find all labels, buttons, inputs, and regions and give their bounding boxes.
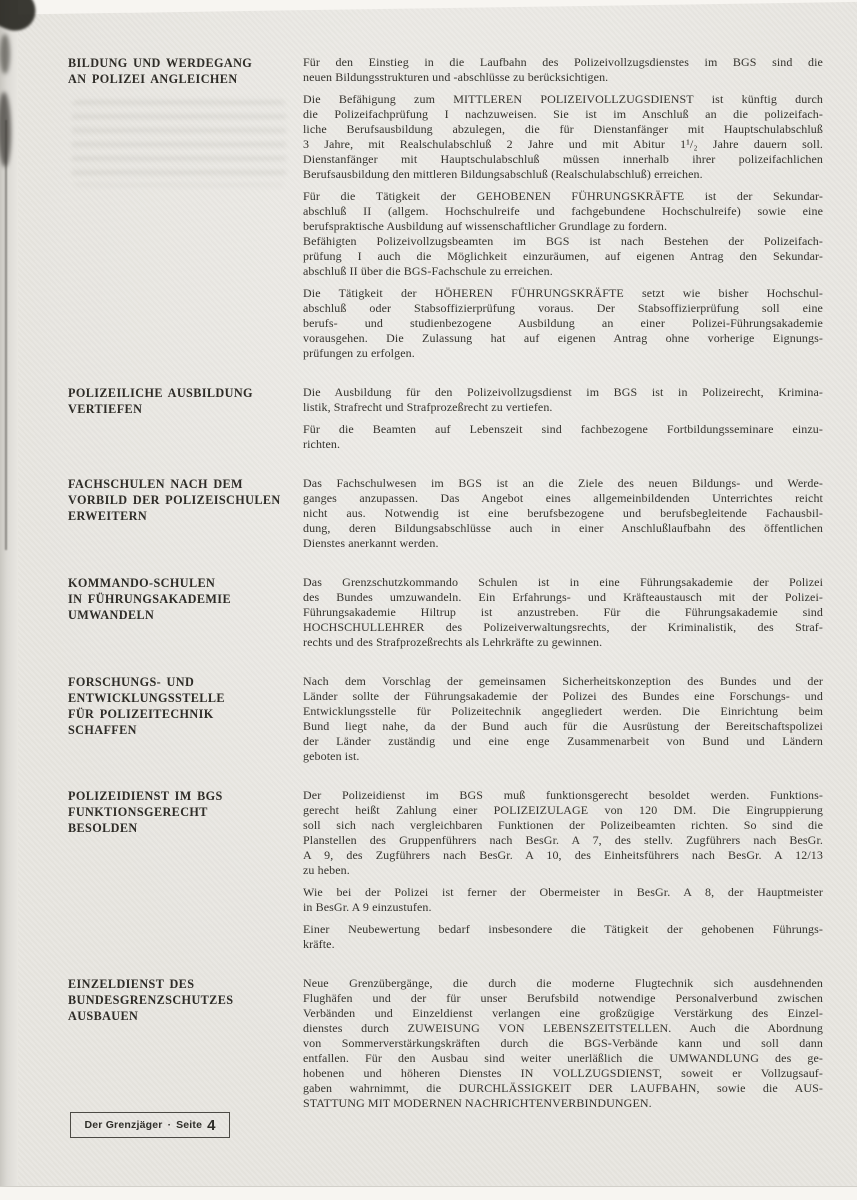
scan-bottom-edge: [0, 1186, 857, 1200]
paragraph: [303, 575, 823, 650]
document-section: [68, 476, 823, 551]
section-body: [303, 674, 823, 764]
paragraph: [303, 286, 823, 361]
section-heading-line: BILDUNG UND WERDEGANG: [68, 56, 253, 70]
text-line: ganges anzupassen. Das Angebot eines allgemeinbildenden Unterrichtes reicht: [303, 491, 823, 505]
text-line: listik, Strafrecht und Strafprozeßrecht zu vertiefen.: [303, 400, 553, 414]
section-heading-line: POLIZEIDIENST IM BGS: [68, 789, 223, 803]
text-line: berufspraktische Ausbildung auf wissenschaftlicher Grundlage zu fordern.: [303, 219, 668, 233]
scan-left-edge: [0, 0, 18, 1187]
section-heading-line: EINZELDIENST DES: [68, 977, 195, 991]
section-body: [303, 55, 823, 361]
text-line: Länder sollte der Führungsakademie der Polizei des Bundes eine Forschungs- und: [303, 689, 823, 703]
paragraph: [303, 55, 823, 85]
text-line: der Länder zuständig und eine enge Zusammenarbeit von Bund und Ländern: [303, 734, 823, 748]
section-body: [303, 476, 823, 551]
text-line: Nach dem Vorschlag der gemeinsamen Sicherheitskonzeption des Bundes und der: [303, 674, 823, 688]
text-line: Der Polizeidienst im BGS muß funktionsgerecht besoldet werden. Funktions-: [303, 788, 823, 802]
section-heading-line: POLIZEILICHE AUSBILDUNG: [68, 386, 253, 400]
section-heading-line: FUNKTIONSGERECHT: [68, 805, 208, 819]
text-line: die Polizeifachprüfung I nachzuweisen. Sie ist im Anschluß an die polizeifach-: [303, 107, 823, 121]
section-heading-line: FACHSCHULEN NACH DEM: [68, 477, 243, 491]
text-line: abschluß II (allgem. Hochschulreife und fachgebundene Hochschulreife) sowie eine: [303, 204, 823, 218]
sections: [68, 55, 823, 1135]
text-line: Dienstes anerkannt werden.: [303, 536, 439, 550]
page-label: Seite: [176, 1119, 203, 1131]
section-heading-line: AUSBAUEN: [68, 1009, 139, 1023]
page-footer: [70, 1112, 230, 1138]
text-line: 3 Jahre, mit Realschulabschluß 2 Jahre und mit Abitur 1¹/₂ Jahre dauern soll.: [303, 137, 823, 151]
document-section: [68, 55, 823, 361]
section-heading-line: FÜR POLIZEITECHNIK: [68, 707, 214, 721]
text-line: rechts und des Strafprozeßrechts als Lehrkräfte zu gewinnen.: [303, 635, 603, 649]
paragraph: [303, 385, 823, 415]
document-section: [68, 788, 823, 952]
scan-top-edge: [0, 0, 857, 16]
text-line: Neue Grenzübergänge, die durch die moderne Flugtechnik sich ausdehnenden: [303, 976, 823, 990]
section-heading: [68, 55, 303, 361]
text-line: hobenen und höheren Dienstes IN VOLLZUGSDIENST, soweit er Vollzugsauf-: [303, 1066, 823, 1080]
text-line: Das Fachschulwesen im BGS ist an die Ziele des neuen Bildungs- und Werde-: [303, 476, 823, 490]
text-line: Für die Tätigkeit der GEHOBENEN FÜHRUNGSKRÄFTE ist der Sekundar-: [303, 189, 823, 203]
paragraph: [303, 976, 823, 1111]
page-number: 4: [207, 1116, 216, 1134]
text-line: Entwicklungsstelle für Polizeitechnik angegliedert werden. Die Einrichtung beim: [303, 704, 823, 718]
footer-separator: ·: [167, 1119, 172, 1131]
paragraph: [303, 885, 823, 915]
text-line: Dienstanfänger mit Hauptschulabschluß müssen innerhalb ihrer polizeifachlichen: [303, 152, 823, 166]
text-line: richten.: [303, 437, 341, 451]
section-body: [303, 385, 823, 452]
section-heading-line: AN POLIZEI ANGLEICHEN: [68, 72, 238, 86]
paragraph: [303, 788, 823, 878]
text-line: entfallen. Für den Ausbau sind weiter unerläßlich die UMWANDLUNG des ge-: [303, 1051, 823, 1065]
text-line: vorausgehen. Die Zulassung hat auf eigenen Antrag ohne vorherige Eignungs-: [303, 331, 823, 345]
paragraph: [303, 422, 823, 452]
text-line: Berufsausbildung den mittleren Bildungsabschluß (Realschulabschluß) erreichen.: [303, 167, 703, 181]
section-heading-line: VORBILD DER POLIZEISCHULEN: [68, 493, 281, 507]
section-heading-line: SCHAFFEN: [68, 723, 137, 737]
text-line: Einer Neubewertung bedarf insbesondere die Tätigkeit der gehobenen Führungs-: [303, 922, 823, 936]
section-heading: [68, 385, 303, 452]
text-line: neuen Bildungsstrukturen und -abschlüsse zu berücksichtigen.: [303, 70, 609, 84]
section-body: [303, 788, 823, 952]
text-line: prüfungen zu erfolgen.: [303, 346, 415, 360]
text-line: soll sich nach vergleichbaren Funktionen der Polizeibeamten richten. So sind die: [303, 818, 823, 832]
text-line: dienstes durch ZUWEISUNG VON LEBENSZEITSTELLEN. Auch die Abordnung: [303, 1021, 823, 1035]
document-section: [68, 385, 823, 452]
section-body: [303, 575, 823, 650]
document-section: [68, 575, 823, 650]
paragraph: [303, 476, 823, 551]
text-line: abschluß II über die BGS-Fachschule zu erreichen.: [303, 264, 553, 278]
text-line: Die Ausbildung für den Polizeivollzugsdienst im BGS ist in Polizeirecht, Krimina-: [303, 385, 823, 399]
section-body: [303, 976, 823, 1111]
paragraph: [303, 922, 823, 952]
text-line: gaben wahrnimmt, die DURCHLÄSSIGKEIT DER LAUFBAHN, sowie die AUS-: [303, 1081, 823, 1095]
text-line: Planstellen des Gruppenführers nach BesGr. A 7, des stellv. Zugführers nach BesGr.: [303, 833, 823, 847]
text-line: berufs- und studienbezogene Ausbildung an einer Polizei-Führungsakademie: [303, 316, 823, 330]
text-line: abschluß oder Stabsoffizierprüfung voraus. Der Stabsoffizierprüfung soll eine: [303, 301, 823, 315]
section-heading: [68, 575, 303, 650]
text-line: Bund liegt nahe, da der Bund auch für die Ausrüstung der Bereitschaftspolizei: [303, 719, 823, 733]
section-heading-line: VERTIEFEN: [68, 402, 143, 416]
paragraph: [303, 92, 823, 182]
text-line: von Sommerverstärkungskräften durch die BGS-Verbände kann und soll dann: [303, 1036, 823, 1050]
document-section: [68, 976, 823, 1111]
text-line: kräfte.: [303, 937, 335, 951]
paragraph: [303, 674, 823, 764]
text-line: dung, deren Bildungsabschlüsse auch in einer Anschlußlaufbahn des öffentlichen: [303, 521, 823, 535]
scan-edge-smudge: [0, 34, 10, 74]
section-heading: [68, 674, 303, 764]
paragraph: [303, 189, 823, 234]
section-heading: [68, 788, 303, 952]
text-line: Das Grenzschutzkommando Schulen ist in eine Führungsakademie der Polizei: [303, 575, 823, 589]
publication-name: Der Grenzjäger: [84, 1119, 163, 1131]
document-section: [68, 674, 823, 764]
text-line: geboten ist.: [303, 749, 360, 763]
text-line: Verbänden und Einzeldienst verlangen eine großzügige Verstärkung des Einzel-: [303, 1006, 823, 1020]
text-line: STATTUNG MIT MODERNEN NACHRICHTENVERBINDUNGEN.: [303, 1096, 652, 1110]
section-heading-line: FORSCHUNGS- UND: [68, 675, 195, 689]
text-line: nicht aus. Notwendig ist eine berufsbezogene und berufsbegleitende Fachausbil-: [303, 506, 823, 520]
text-line: Führungsakademie Hiltrup ist anzustreben. Für die Führungsakademie sind: [303, 605, 823, 619]
section-heading: [68, 476, 303, 551]
section-heading-line: KOMMANDO-SCHULEN: [68, 576, 216, 590]
section-heading-line: BESOLDEN: [68, 821, 138, 835]
paragraph: [303, 234, 823, 279]
text-line: Flughäfen und der für unser Berufsbild notwendige Personalverbund zwischen: [303, 991, 823, 1005]
section-heading-line: IN FÜHRUNGSAKADEMIE: [68, 592, 231, 606]
text-line: Für die Beamten auf Lebenszeit sind fachbezogene Fortbildungsseminare einzu-: [303, 422, 823, 436]
section-heading-line: ENTWICKLUNGSSTELLE: [68, 691, 225, 705]
text-line: prüfung I auch die Möglichkeit einzuräumen, auf eigenen Antrag den Sekundar-: [303, 249, 823, 263]
text-line: Befähigten Polizeivollzugsbeamten im BGS ist nach Bestehen der Polizeifach-: [303, 234, 823, 248]
section-heading-line: ERWEITERN: [68, 509, 148, 523]
text-line: in BesGr. A 9 einzustufen.: [303, 900, 432, 914]
text-line: liche Berufsausbildung abzulegen, die für Dienstanfänger mit Hauptschulabschluß: [303, 122, 823, 136]
text-line: zu heben.: [303, 863, 350, 877]
section-heading-line: UMWANDELN: [68, 608, 155, 622]
text-line: Wie bei der Polizei ist ferner der Obermeister in BesGr. A 8, der Hauptmeister: [303, 885, 823, 899]
section-heading: [68, 976, 303, 1111]
text-line: A 9, des Zugführers nach BesGr. A 10, des Einheitsführers nach BesGr. A 12/13: [303, 848, 823, 862]
text-line: Die Befähigung zum MITTLEREN POLIZEIVOLLZUGSDIENST ist künftig durch: [303, 92, 823, 106]
text-line: gerecht heißt Zahlung einer POLIZEIZULAGE von 120 DM. Die Eingruppierung: [303, 803, 823, 817]
text-line: Die Tätigkeit der HÖHEREN FÜHRUNGSKRÄFTE setzt wie bisher Hochschul-: [303, 286, 823, 300]
text-line: des Bundes umzuwandeln. Ein Erfahrungs- und Kräfteaustausch mit der Polizei-: [303, 590, 823, 604]
text-line: HOCHSCHULLEHRER des Polizeiverwaltungsrechts, der Kriminalistik, des Straf-: [303, 620, 823, 634]
section-heading-line: BUNDESGRENZSCHUTZES: [68, 993, 234, 1007]
text-line: Für den Einstieg in die Laufbahn des Polizeivollzugsdienstes im BGS sind die: [303, 55, 823, 69]
